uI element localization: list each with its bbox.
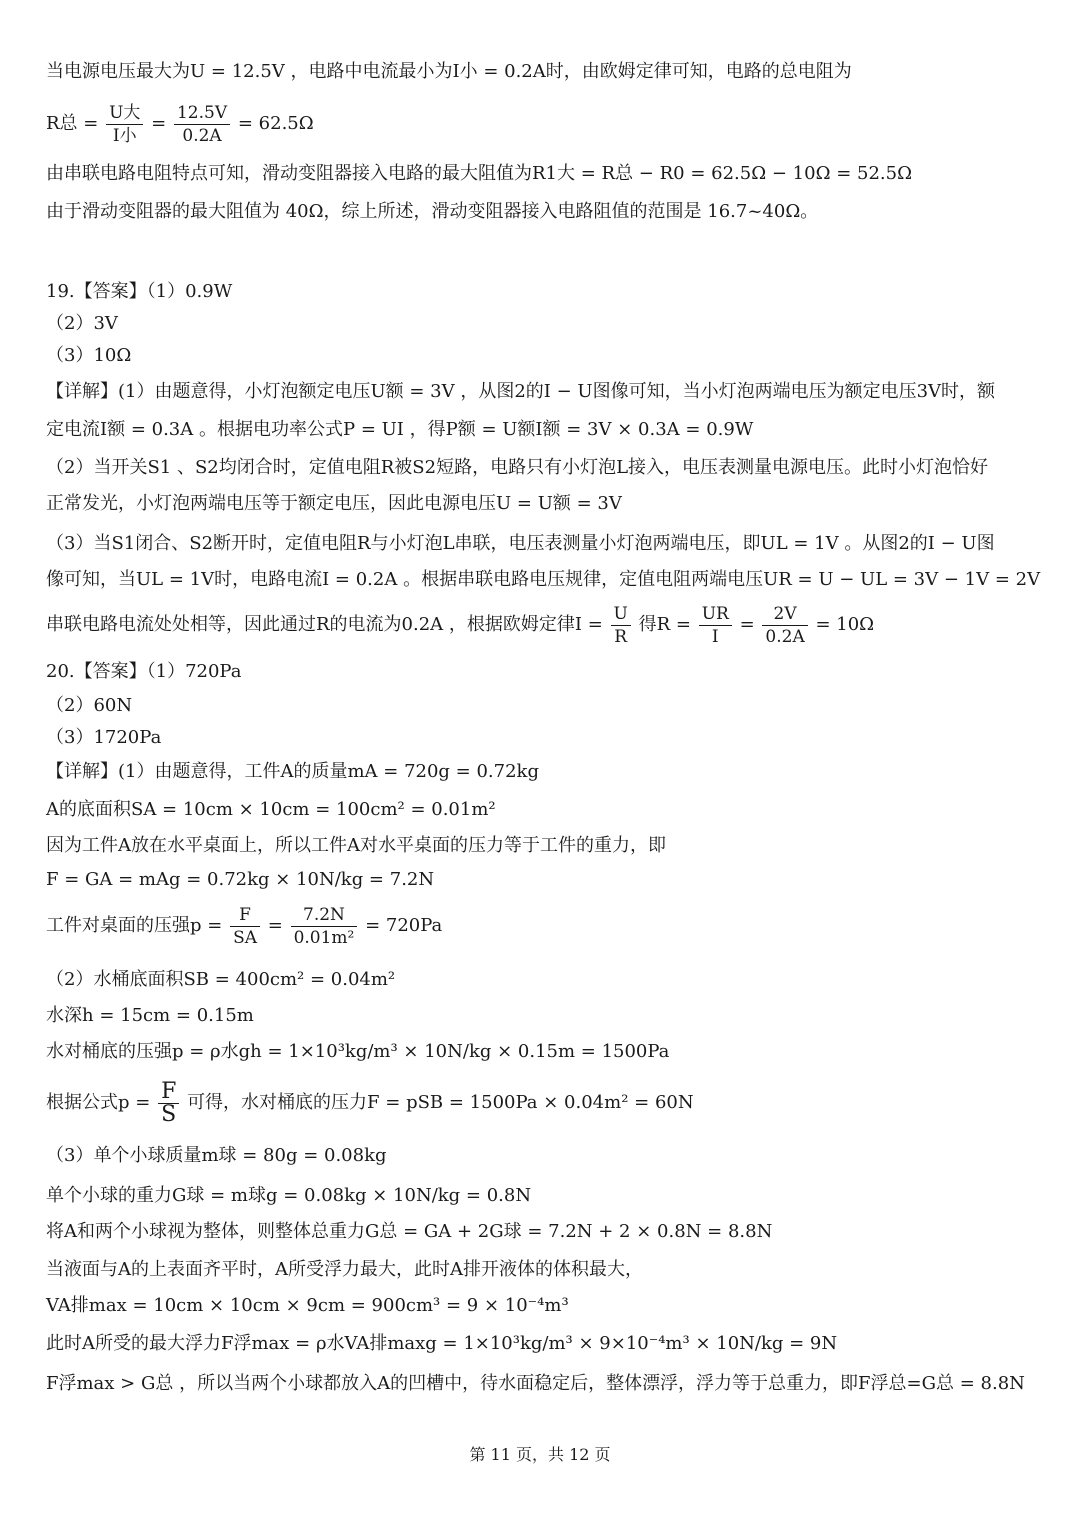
fraction — [230, 904, 260, 949]
text-line: 将A和两个小球视为整体，则整体总重力G总 = GA + 2G球 = 7.2N + 2 × 0.8N = 8.8N — [46, 1221, 773, 1242]
denominator: I — [711, 626, 719, 647]
text-line: 水深h = 15cm = 0.15m — [46, 1005, 254, 1026]
text-line: 此时A所受的最大浮力F浮max = ρ水VA排maxg = 1×10³kg/m³ × 9×10⁻⁴m³ × 10N/kg = 9N — [46, 1333, 838, 1354]
text-line: 由于滑动变阻器的最大阻值为 40Ω，综上所述，滑动变阻器接入电路阻值的范围是 16.7~40Ω。 — [46, 201, 819, 222]
formula-line — [46, 1074, 694, 1132]
numerator: U — [611, 603, 631, 626]
answer-item: （3）1720Pa — [46, 727, 162, 748]
formula-line — [46, 100, 314, 148]
denominator: S — [161, 1101, 177, 1127]
text-line: （3）当S1闭合、S2断开时，定值电阻R与小灯泡L串联，电压表测量小灯泡两端电压，即UL = 1V 。从图2的I − U图 — [46, 533, 995, 554]
fraction — [762, 603, 807, 648]
numerator: F — [230, 904, 260, 927]
denominator: I小 — [112, 125, 137, 146]
text-line: （3）单个小球质量m球 = 80g = 0.08kg — [46, 1145, 387, 1166]
numerator: 7.2N — [291, 904, 358, 927]
denominator: 0.2A — [182, 125, 222, 146]
answer-item: （2）60N — [46, 695, 133, 716]
text-line: 【详解】(1）由题意得，工件A的质量mA = 720g = 0.72kg — [46, 761, 539, 782]
page-number: 第 11 页，共 12 页 — [469, 1445, 611, 1464]
numerator: 12.5V — [174, 102, 230, 125]
denominator: 0.01m² — [293, 927, 355, 948]
text-line: （2）当开关S1 、S2均闭合时，定值电阻R被S2短路，电路只有小灯泡L接入，电压表测量电源电压。此时小灯泡恰好 — [46, 457, 989, 478]
answer-item: （3）10Ω — [46, 345, 132, 366]
text-line: （2）水桶底面积SB = 400cm² = 0.04m² — [46, 969, 396, 990]
fraction — [291, 904, 358, 949]
text-line: 定电流I额 = 0.3A 。根据电功率公式P = UI ，得P额 = U额I额 = 3V × 0.3A = 0.9W — [46, 419, 754, 440]
formula-text: 可得，水对桶底的压力F = pSB = 1500Pa × 0.04m² = 60N — [187, 1092, 694, 1113]
fraction — [106, 102, 143, 147]
formula-text: R总 = — [46, 113, 99, 134]
denominator: 0.2A — [765, 626, 805, 647]
numerator: 2V — [762, 603, 807, 626]
fraction — [699, 603, 732, 648]
formula-text: 串联电路电流处处相等，因此通过R的电流为0.2A ，根据欧姆定律I = — [46, 614, 603, 635]
text-line: 【详解】(1）由题意得，小灯泡额定电压U额 = 3V ，从图2的I − U图像可知，当小灯泡两端电压为额定电压3V时，额 — [46, 381, 996, 402]
fraction — [174, 102, 230, 147]
numerator: F — [158, 1081, 179, 1104]
text-line: 单个小球的重力G球 = m球g = 0.08kg × 10N/kg = 0.8N — [46, 1185, 532, 1206]
text-line: F = GA = mAg = 0.72kg × 10N/kg = 7.2N — [46, 869, 435, 890]
formula-text: = — [739, 614, 755, 635]
formula-line — [46, 898, 442, 954]
formula-text: 工件对桌面的压强p = — [46, 915, 223, 936]
text-line: 因为工件A放在水平桌面上，所以工件A对水平桌面的压力等于工件的重力，即 — [46, 835, 666, 856]
answer-heading: 19.【答案】（1）0.9W — [46, 281, 233, 302]
formula-line — [46, 600, 874, 650]
text-line: 像可知，当UL = 1V时，电路电流I = 0.2A 。根据串联电路电压规律，定值电阻两端电压UR = U − UL = 3V − 1V = 2V — [46, 569, 1041, 590]
text-line: VA排max = 10cm × 10cm × 9cm = 900cm³ = 9 × 10⁻⁴m³ — [46, 1295, 569, 1316]
formula-text: = 720Pa — [365, 915, 443, 936]
denominator: R — [614, 626, 628, 647]
answer-heading: 20.【答案】（1）720Pa — [46, 661, 242, 682]
text-line: 当电源电压最大为U = 12.5V ，电路中电流最小为I小 = 0.2A时，由欧姆定律可知，电路的总电阻为 — [46, 61, 852, 82]
formula-text: = 62.5Ω — [237, 113, 314, 134]
formula-text: = — [151, 113, 167, 134]
text-line: 正常发光，小灯泡两端电压等于额定电压，因此电源电压U = U额 = 3V — [46, 493, 622, 514]
formula-text: 根据公式p = — [46, 1092, 151, 1113]
text-line: F浮max > G总 ，所以当两个小球都放入A的凹槽中，待水面稳定后，整体漂浮，浮力等于总重力，即F浮总=G总 = 8.8N — [46, 1373, 1025, 1394]
denominator: SA — [233, 927, 257, 948]
formula-text: = — [267, 915, 283, 936]
numerator: UR — [699, 603, 732, 626]
text-line: 当液面与A的上表面齐平时，A所受浮力最大，此时A排开液体的体积最大， — [46, 1259, 643, 1280]
text-line: A的底面积SA = 10cm × 10cm = 100cm² = 0.01m² — [46, 799, 496, 820]
fraction — [158, 1078, 179, 1127]
numerator: U大 — [106, 102, 143, 125]
fraction — [611, 603, 631, 648]
text-line: 由串联电路电阻特点可知，滑动变阻器接入电路的最大阻值为R1大 = R总 − R0 = 62.5Ω − 10Ω = 52.5Ω — [46, 163, 913, 184]
text-line: 水对桶底的压强p = ρ水gh = 1×10³kg/m³ × 10N/kg × 0.15m = 1500Pa — [46, 1041, 670, 1062]
answer-item: （2）3V — [46, 313, 118, 334]
formula-text: 得R = — [638, 614, 691, 635]
formula-text: = 10Ω — [815, 614, 875, 635]
